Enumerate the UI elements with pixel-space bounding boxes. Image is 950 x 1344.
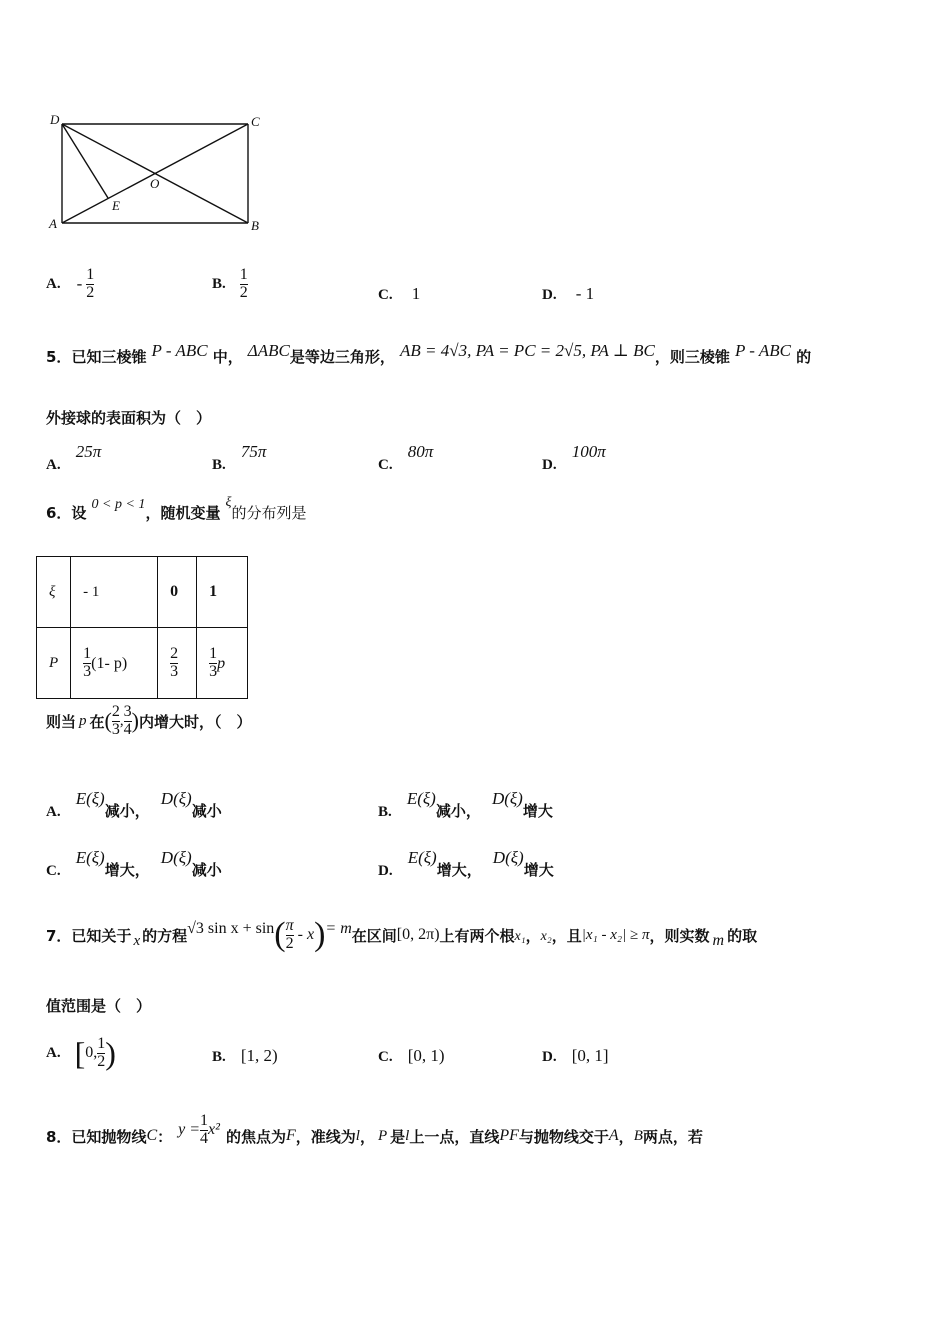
q6-question: 则当 p 在 ( $\frac{2}{3}$ , $\frac{3}{4}$ ) 内增大时，（ ） <box>46 703 252 738</box>
option-label: A. <box>46 275 61 292</box>
fraction: $\frac{1}{2}$ <box>239 265 248 301</box>
q7-option-d[interactable]: D. [0, 1] <box>542 1046 609 1065</box>
fraction: $\frac{3}{4}$ <box>123 703 132 738</box>
q6-option-d[interactable]: D. E(ξ)增大， D(ξ)增大 <box>378 848 554 879</box>
q7-option-b[interactable]: B. [1, 2) <box>212 1046 278 1065</box>
label-B: B <box>251 218 259 233</box>
option-label: C. <box>378 287 393 303</box>
q7-line1: 7．已知关于 x 的方程 √3 sin x + sin ( $\frac{\pi}{2}$ - x ) = m 在区间 [0, 2π) 上有两个根 x₁ ， x₂ ，且 |x₁ - x₂| ≥ π ，则实数 m 的取 <box>46 916 758 953</box>
label-E: E <box>112 198 120 213</box>
fraction: $\frac{2}{3}$ <box>170 644 179 680</box>
distribution-table <box>36 556 248 699</box>
q6-option-b[interactable]: B. E(ξ)减小， D(ξ)增大 <box>378 789 553 820</box>
q4-option-a[interactable] <box>46 262 94 306</box>
table-row <box>37 628 248 699</box>
rectangle-figure <box>40 108 280 243</box>
table-cell: 1 <box>197 557 248 628</box>
q5-option-a[interactable]: A. 25π <box>46 442 102 473</box>
label-C: C <box>251 114 260 129</box>
option-value: 25π <box>75 442 102 461</box>
q4-option-c[interactable] <box>378 284 420 304</box>
table-cell: P <box>37 628 71 699</box>
minus-sign: - <box>76 274 83 293</box>
table-cell <box>158 628 197 699</box>
option-value: 1 <box>411 284 421 303</box>
option-value: 80π <box>407 442 434 461</box>
label-A: A <box>49 216 57 231</box>
fraction: $\frac{2}{3}$ <box>111 703 120 738</box>
q5-option-b[interactable]: B. 75π <box>212 442 267 473</box>
q5-line1: 5．已知三棱锥 P - ABC 中， ΔABC是等边三角形， AB = 4√3, PA = PC = 2√5, PA ⊥ BC，则三棱锥 P - ABC 的 <box>46 341 812 366</box>
option-label: D. <box>542 287 557 303</box>
label-O: O <box>150 176 160 191</box>
q5-option-d[interactable]: D. 100π <box>542 442 606 473</box>
q5-line2: 外接球的表面积为（ ） <box>46 409 212 427</box>
table-cell: - 1 <box>71 557 158 628</box>
table-cell: ξ <box>37 557 71 628</box>
table-row <box>37 557 248 628</box>
table-cell: $\frac{1}{3}$ (1- p) <box>71 628 158 699</box>
q7-option-c[interactable]: C. [0, 1) <box>378 1046 445 1065</box>
q6-option-a[interactable]: A. E(ξ)减小， D(ξ)减小 <box>46 789 222 820</box>
fraction: $\frac{1}{3}$ <box>83 644 92 680</box>
option-value: - 1 <box>575 284 595 303</box>
q7-option-a[interactable]: A. [ 0, $\frac{1}{2}$ ) <box>46 1034 116 1071</box>
q4-option-d[interactable] <box>542 284 594 304</box>
q6-option-c[interactable]: C. E(ξ)增大， D(ξ)减小 <box>46 848 222 879</box>
q7-line2: 值范围是（ ） <box>46 997 152 1015</box>
table-cell: 0 <box>158 557 197 628</box>
q6-line1: 6．设 0 < p < 1，随机变量 ξ的分布列是 <box>46 495 307 522</box>
q5-option-c[interactable]: C. 80π <box>378 442 434 473</box>
fraction: $\frac{\pi}{2}$ <box>285 916 294 952</box>
option-value: 75π <box>240 442 267 461</box>
option-value: 100π <box>571 442 606 461</box>
option-label: B. <box>212 275 226 292</box>
label-D: D <box>50 112 60 127</box>
fraction: $\frac{1}{4}$ <box>200 1111 209 1147</box>
table-cell: $\frac{1}{3}$ p <box>197 628 248 699</box>
fraction: $\frac{1}{3}$ <box>209 644 218 680</box>
q4-option-b[interactable] <box>212 262 248 306</box>
q8-line1: 8．已知抛物线 C ： y = $\frac{1}{4}$ x² 的焦点为 F ，准线为 l ， P 是 l 上一点，直线 PF 与抛物线交于 A ， B 两点，若 <box>46 1111 703 1147</box>
fraction: $\frac{1}{2}$ <box>86 265 95 301</box>
fraction: $\frac{1}{2}$ <box>97 1034 106 1070</box>
